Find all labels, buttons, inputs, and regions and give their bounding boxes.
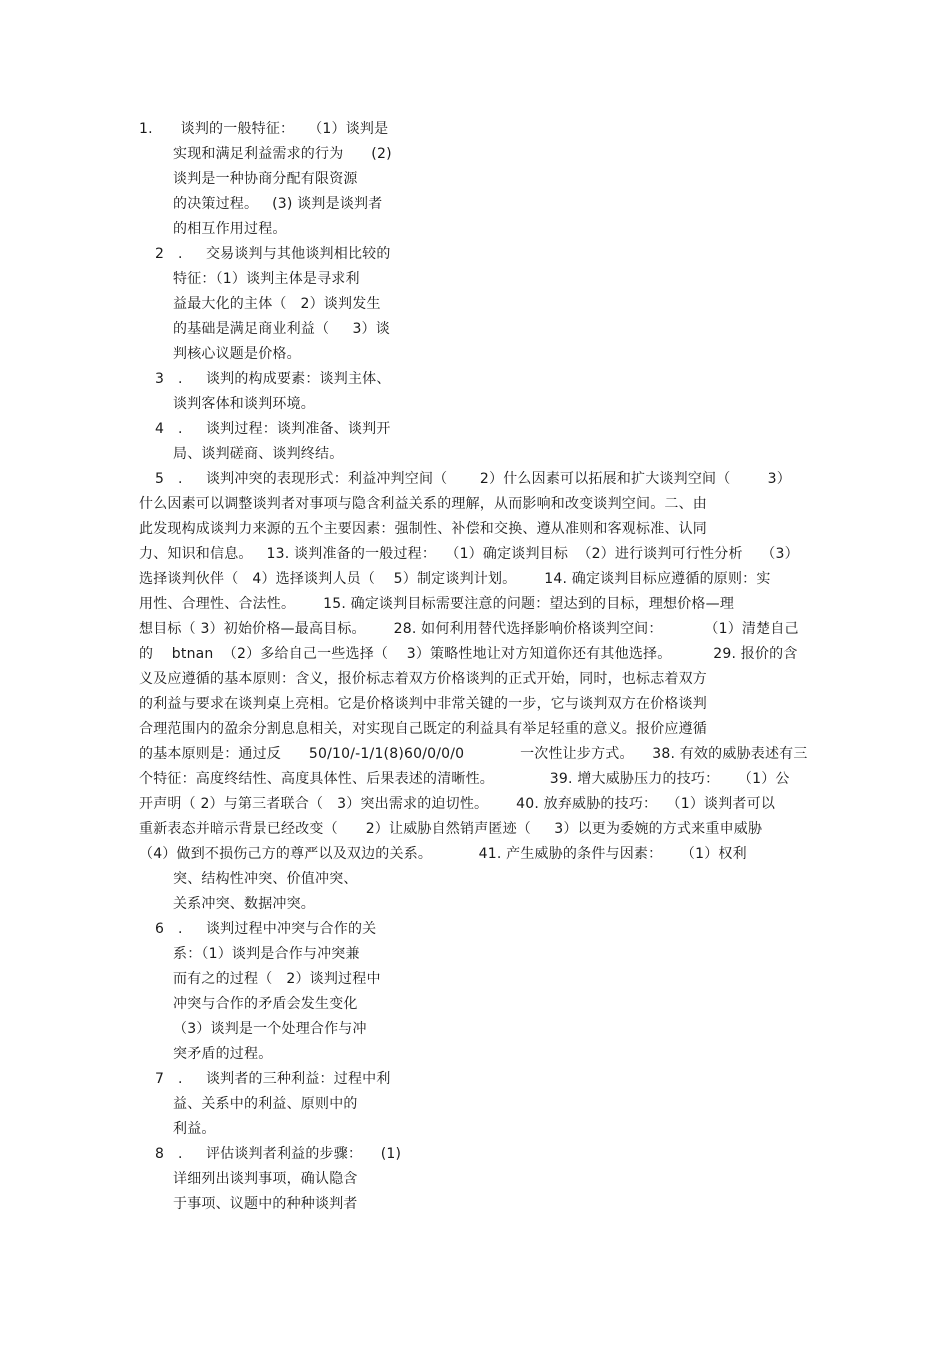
text-line: 的利益与要求在谈判桌上亮相。它是价格谈判中非常关键的一步，它与谈判双方在价格谈判 xyxy=(139,696,707,712)
text-line: 谈判是一种协商分配有限资源 xyxy=(173,171,358,187)
text-line: 详细列出谈判事项，确认隐含 xyxy=(173,1171,358,1187)
text-line: 力、知识和信息。 13. 谈判准备的一般过程： （1）确定谈判目标 （2）进行谈判可行性分析 （3） xyxy=(139,546,799,562)
text-line: （3）谈判是一个处理合作与冲 xyxy=(173,1021,367,1037)
text-line: 7 . 谈判者的三种利益：过程中利 xyxy=(155,1071,391,1087)
text-line: 个特征：高度终结性、高度具体性、后果表述的清晰性。 39. 增大威胁压力的技巧： （1）公 xyxy=(139,771,790,787)
text-line: 开声明（ 2）与第三者联合（ 3）突出需求的迫切性。 40. 放弃威胁的技巧： （1）谈判者可以 xyxy=(139,796,776,812)
text-line: 什么因素可以调整谈判者对事项与隐含利益关系的理解，从而影响和改变谈判空间。二、由 xyxy=(139,496,707,512)
text-line: 5 . 谈判冲突的表现形式：利益冲判空间（ 2）什么因素可以拓展和扩大谈判空间（ 3） xyxy=(155,471,791,487)
text-line: 于事项、议题中的种种谈判者 xyxy=(173,1196,358,1212)
text-line: 合理范围内的盈余分割息息相关，对实现自己既定的利益具有举足轻重的意义。报价应遵循 xyxy=(139,721,707,737)
text-line: 的 btnan （2）多给自己一些选择（ 3）策略性地让对方知道你还有其他选择。 29. 报价的含 xyxy=(139,646,798,662)
text-line: 重新表态并暗示背景已经改变（ 2）让威胁自然销声匿迹（ 3）以更为委婉的方式来重申威胁 xyxy=(139,821,763,837)
text-line: 谈判客体和谈判环境。 xyxy=(173,396,315,412)
text-line: 的决策过程。 (3) 谈判是谈判者 xyxy=(173,196,383,212)
text-line: 而有之的过程（ 2）谈判过程中 xyxy=(173,971,381,987)
text-line: 益、关系中的利益、原则中的 xyxy=(173,1096,358,1112)
text-line: 判核心议题是价格。 xyxy=(173,346,301,362)
text-line: 4 . 谈判过程：谈判准备、谈判开 xyxy=(155,421,391,437)
text-line: 8 . 评估谈判者利益的步骤： (1) xyxy=(155,1146,402,1162)
text-line: 1. 谈判的一般特征： （1）谈判是 xyxy=(139,121,389,137)
text-line: 用性、合理性、合法性。 15. 确定谈判目标需要注意的问题：望达到的目标，理想价格—理 xyxy=(139,596,735,612)
text-line: 3 . 谈判的构成要素：谈判主体、 xyxy=(155,371,391,387)
text-line: 冲突与合作的矛盾会发生变化 xyxy=(173,996,358,1012)
text-line: 系：（1）谈判是合作与冲突兼 xyxy=(173,946,360,962)
text-line: 关系冲突、数据冲突。 xyxy=(173,896,315,912)
text-line: 的基础是满足商业利益（ 3）谈 xyxy=(173,321,390,337)
text-line: 实现和满足利益需求的行为 (2) xyxy=(173,146,392,162)
text-line: 2 . 交易谈判与其他谈判相比较的 xyxy=(155,246,391,262)
text-line: 益最大化的主体（ 2）谈判发生 xyxy=(173,296,381,312)
text-line: 突、结构性冲突、价值冲突、 xyxy=(173,871,358,887)
text-line: 此发现构成谈判力来源的五个主要因素：强制性、补偿和交换、遵从准则和客观标准、认同 xyxy=(139,521,707,537)
text-line: 局、谈判磋商、谈判终结。 xyxy=(173,446,344,462)
text-line: 选择谈判伙伴（ 4）选择谈判人员（ 5）制定谈判计划。 14. 确定谈判目标应遵循的原则：实 xyxy=(139,571,771,587)
text-line: 利益。 xyxy=(173,1121,216,1137)
text-line: 义及应遵循的基本原则：含义，报价标志着双方价格谈判的正式开始，同时，也标志着双方 xyxy=(139,671,707,687)
text-line: 特征：（1）谈判主体是寻求利 xyxy=(173,271,360,287)
text-line: 突矛盾的过程。 xyxy=(173,1046,273,1062)
text-line: 想目标（ 3）初始价格—最高目标。 28. 如何利用替代选择影响价格谈判空间： （1）清楚自己 xyxy=(139,621,799,637)
text-line: 的相互作用过程。 xyxy=(173,221,287,237)
text-line: （4）做到不损伤己方的尊严以及双边的关系。 41. 产生威胁的条件与因素： （1）权利 xyxy=(139,846,747,862)
text-line: 6 . 谈判过程中冲突与合作的关 xyxy=(155,921,377,937)
text-line: 的基本原则是：通过反 50/10/-1/1(8)60/0/0/0 一次性让步方式。 38. 有效的威胁表述有三 xyxy=(139,746,808,762)
